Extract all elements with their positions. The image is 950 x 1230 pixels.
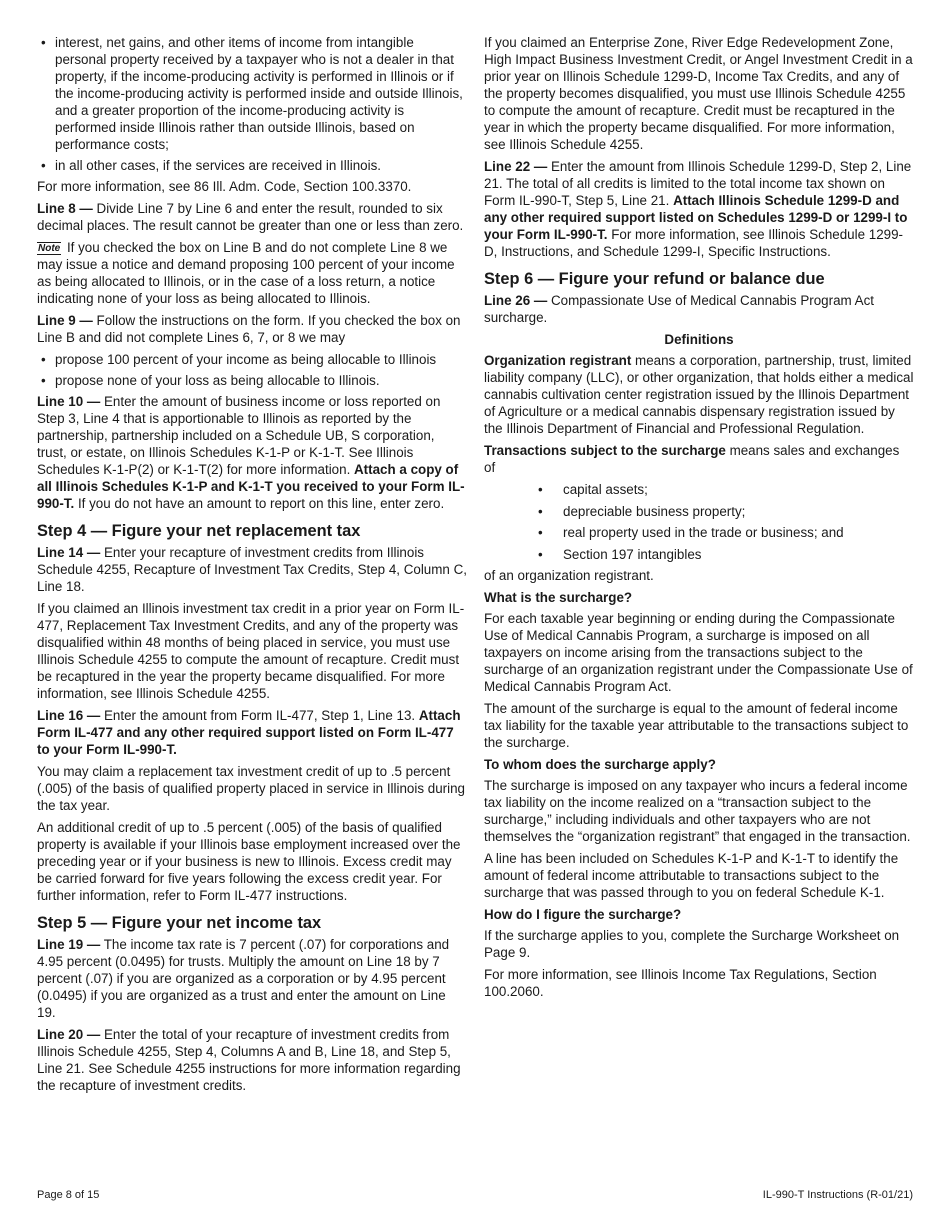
list-item: • propose 100 percent of your income as being allocable to Illinois <box>37 351 467 368</box>
line-8-paragraph: Line 8 — Divide Line 7 by Line 6 and enter the result, rounded to six decimal places. The result cannot be greater than one or less than zero. <box>37 201 464 233</box>
whom-paragraph-1: The surcharge is imposed on any taxpayer who incurs a federal income tax liability on the income realized on a “transaction subject to the surcharge,” including individuals and other taxpayers who are not themselves the “organization registrant” that engaged in the transaction. <box>484 778 911 844</box>
line-label: Line 16 — <box>37 708 101 723</box>
list-item: • interest, net gains, and other items of income from intangible personal property received by a taxpayer who is not a dealer in that property, if the income-producing activity is performed in Illinois or if the income-producing activity is performed inside and outside Illinois, and a greater proportion of the income-producing activity is performed inside Illinois rather than outside Illinois, based on performance costs; <box>37 34 467 153</box>
line-label: Line 26 — <box>484 293 548 308</box>
line-label: Line 14 — <box>37 545 101 560</box>
page-number: Page 8 of 15 <box>37 1189 100 1201</box>
line-10-paragraph: Line 10 — Enter the amount of business income or loss reported on Step 3, Line 4 that is apportionable to Illinois as reported by the partnership, partnership included on a Schedule UB, S corporation, trust, or estate, on Illinois Schedules K-1-P or K-1-T. See Illinois Schedules K-1-P(2) or K-1-T(2) for more information. Attach a copy of all Illinois Schedules K-1-P and K-1-T you received to your Form IL-990-T. If you do not have an amount to report on this line, enter zero. <box>37 394 465 511</box>
line-22-paragraph: Line 22 — Enter the amount from Illinois Schedule 1299-D, Step 2, Line 21. The total of all credits is limited to the total income tax shown on Form IL-990-T, Step 5, Line 21. Attach Illinois Schedule 1299-D and any other required support listed on Schedules 1299-D or 1299-I to your Form IL-990-T. For more information, see Illinois Schedule 1299-D, Instructions, and Schedule 1299-I, Specific Instructions. <box>484 159 912 259</box>
line-label: Line 22 — <box>484 159 548 174</box>
line-16-paragraph: Line 16 — Enter the amount from Form IL-477, Step 1, Line 13. Attach Form IL-477 and any other required support listed on Form IL-477 to your Form IL-990-T. <box>37 708 461 757</box>
line-label: Line 9 — <box>37 313 93 328</box>
how-paragraph-2: For more information, see Illinois Income Tax Regulations, Section 100.2060. <box>484 967 877 999</box>
list-item: • real property used in the trade or business; and <box>484 524 914 541</box>
organization-registrant-definition: Organization registrant means a corporation, partnership, trust, limited liability company (LLC), or other organization, that holds either a medical cannabis cultivation center registration issued by the Illinois Department of Agriculture or a medical cannabis dispensary registration issued by the Illinois Department of Financial and Professional Regulation. <box>484 353 914 436</box>
line-label: Line 20 — <box>37 1027 101 1042</box>
what-is-surcharge-heading: What is the surcharge? <box>484 590 633 605</box>
form-identifier: IL-990-T Instructions (R-01/21) <box>762 1189 913 1201</box>
list-item: • Section 197 intangibles <box>484 546 914 563</box>
line-20-paragraph: Line 20 — Enter the total of your recapture of investment credits from Illinois Schedule 4255, Step 4, Columns A and B, Line 18, and Step 5, Line 21. See Schedule 4255 instructions for more information regarding the recapture of investment credits. <box>37 1027 461 1093</box>
step-4-heading: Step 4 — Figure your net replacement tax <box>37 522 361 540</box>
line-label: Line 8 — <box>37 201 93 216</box>
il-477-paragraph: If you claimed an Illinois investment tax credit in a prior year on Form IL-477, Replacement Tax Investment Credits, and any of the property was disqualified within 48 months of being placed in service, you must use Illinois Schedule 4255 to compute the amount of recapture. Credit must be recaptured in the year the property became disqualified. For more information, see Illinois Schedule 4255. <box>37 601 465 701</box>
note-icon: Note <box>38 243 61 254</box>
what-paragraph-1: For each taxable year beginning or ending during the Compassionate Use of Medical Cannabis Program, a surcharge is imposed on all taxpayers on income arising from the transactions subject to the surcharge of an organization registrant under the Compassionate Use of Medical Cannabis Program Act. <box>484 611 913 694</box>
definitions-heading: Definitions <box>664 332 734 347</box>
transactions-list <box>484 481 914 563</box>
line-26-paragraph: Line 26 — Compassionate Use of Medical Cannabis Program Act surcharge. <box>484 293 875 325</box>
step-5-heading: Step 5 — Figure your net income tax <box>37 914 322 932</box>
credit-paragraph-1: You may claim a replacement tax investment credit of up to .5 percent (.005) of the basis of qualified property placed in service in Illinois during the tax year. <box>37 764 465 813</box>
right-column <box>484 34 914 1005</box>
list-item: • capital assets; <box>484 481 914 498</box>
line-label: Line 10 — <box>37 394 101 409</box>
what-paragraph-2: The amount of the surcharge is equal to the amount of federal income tax liability for the taxable year attributable to the transactions subject to the surcharge. <box>484 701 909 750</box>
line-19-paragraph: Line 19 — The income tax rate is 7 percent (.07) for corporations and 4.95 percent (0.0495) for trusts. Multiply the amount on Line 18 by 7 percent (.07) if you are organized as a corporation or by 4.95 percent (0.0495) if you are organized as a trust and enter the amount on Line 19. <box>37 937 450 1020</box>
line-9-bullets <box>37 351 467 389</box>
to-whom-heading: To whom does the surcharge apply? <box>484 757 716 772</box>
of-organization-text: of an organization registrant. <box>484 568 654 583</box>
line-9-paragraph: Line 9 — Follow the instructions on the form. If you checked the box on Line B and did not complete Lines 6, 7, or 8 we may <box>37 313 461 345</box>
list-item: • in all other cases, if the services are received in Illinois. <box>37 157 467 174</box>
income-sourcing-bullets <box>37 34 467 174</box>
enterprise-zone-paragraph: If you claimed an Enterprise Zone, River Edge Redevelopment Zone, High Impact Business Investment Credit, or Angel Investment Credit in a prior year on Illinois Schedule 1299-D, Income Tax Credits, and any of the property becomes disqualified, you must use Illinois Schedule 4255 to compute the amount of recapture. Credit must be recaptured in the year in which the property became disqualified. For more information, see Illinois Schedule 4255. <box>484 35 913 152</box>
left-column <box>37 34 467 1099</box>
transactions-definition: Transactions subject to the surcharge means sales and exchanges of <box>484 443 900 475</box>
whom-paragraph-2: A line has been included on Schedules K-1-P and K-1-T to identify the amount of federal income attributable to transactions subject to the surcharge that was passed through to you on federal Schedule K-1. <box>484 851 899 900</box>
credit-paragraph-2: An additional credit of up to .5 percent (.005) of the basis of qualified property is available if your Illinois base employment increased over the preceding year or if your business is new to Illinois. Excess credit may be carried forward for five years following the excess credit year. For further information, refer to Form IL-477 instructions. <box>37 820 461 903</box>
line-14-paragraph: Line 14 — Enter your recapture of investment credits from Illinois Schedule 4255, Recapture of Investment Tax Credits, Step 4, Column C, Line 18. <box>37 545 467 594</box>
how-paragraph-1: If the surcharge applies to you, complete the Surcharge Worksheet on Page 9. <box>484 928 900 960</box>
line-label: Line 19 — <box>37 937 101 952</box>
note-paragraph: Note If you checked the box on Line B and do not complete Line 8 we may issue a notice and demand proposing 100 percent of your income as being allocated to Illinois, or in the case of a loss return, a notice indicating none of your loss as being allocated to Illinois. <box>37 240 455 306</box>
more-info-text: For more information, see 86 Ill. Adm. Code, Section 100.3370. <box>37 179 412 194</box>
step-6-heading: Step 6 — Figure your refund or balance due <box>484 270 825 288</box>
list-item: • depreciable business property; <box>484 503 914 520</box>
how-to-figure-heading: How do I figure the surcharge? <box>484 907 682 922</box>
list-item: • propose none of your loss as being allocable to Illinois. <box>37 372 467 389</box>
